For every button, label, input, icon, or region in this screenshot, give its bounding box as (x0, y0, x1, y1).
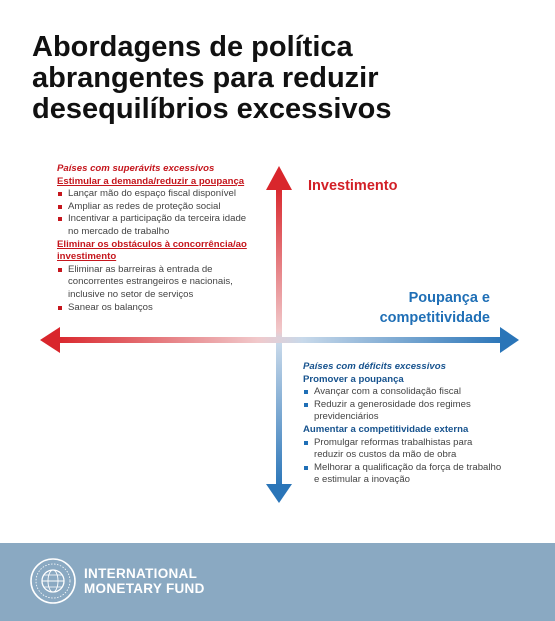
list-item: Ampliar as redes de proteção social (57, 201, 277, 214)
footer-bar (0, 543, 555, 621)
org-name (84, 566, 205, 596)
axis-label-savings-competitiveness (380, 288, 490, 328)
org-name-line: INTERNATIONAL (84, 566, 198, 581)
imf-seal-icon (29, 557, 77, 605)
list-item: Promulgar reformas trabalhistas para reduzir os custos da mão de obra (303, 437, 533, 462)
deficit-group-label: Países com déficits excessivos (303, 361, 446, 372)
list-item: Avançar com a consolidação fiscal (303, 386, 533, 399)
axis-label-line: Poupança e (408, 290, 490, 306)
surplus-list-competition (57, 264, 277, 314)
deficit-heading-competitiveness: Aumentar a competitividade externa (303, 423, 469, 435)
list-item: Reduzir a generosidade dos regimes previdenciários (303, 399, 533, 424)
deficit-list-competitiveness (303, 437, 533, 487)
surplus-group-label: Países com superávits excessivos (57, 163, 215, 174)
org-name-line: MONETARY FUND (84, 581, 205, 596)
deficit-heading-savings: Promover a poupança (303, 373, 404, 385)
axis-label-investment: Investimento (308, 178, 398, 194)
surplus-countries-panel (57, 163, 277, 314)
title-line: abrangentes para reduzir (32, 62, 379, 94)
surplus-heading-demand: Estimular a demanda/reduzir a poupança (57, 175, 245, 187)
list-item: Sanear os balanços (57, 302, 277, 315)
deficit-countries-panel (303, 361, 533, 487)
deficit-list-savings (303, 386, 533, 424)
axis-label-line: competitividade (379, 310, 490, 326)
list-item: Eliminar as barreiras à entrada de concorrentes estrangeiros e nacionais, inclusive no setor de serviços (57, 264, 277, 302)
surplus-heading-competition: Eliminar os obstáculos à concorrência/ao investimento (57, 238, 247, 263)
title-line: Abordagens de política (32, 31, 353, 63)
title-line: desequilíbrios excessivos (32, 93, 392, 125)
surplus-list-demand (57, 188, 277, 238)
list-item: Incentivar a participação da terceira idade no mercado de trabalho (57, 213, 277, 238)
list-item: Melhorar a qualificação da força de trabalho e estimular a inovação (303, 462, 533, 487)
list-item: Lançar mão do espaço fiscal disponível (57, 188, 277, 201)
